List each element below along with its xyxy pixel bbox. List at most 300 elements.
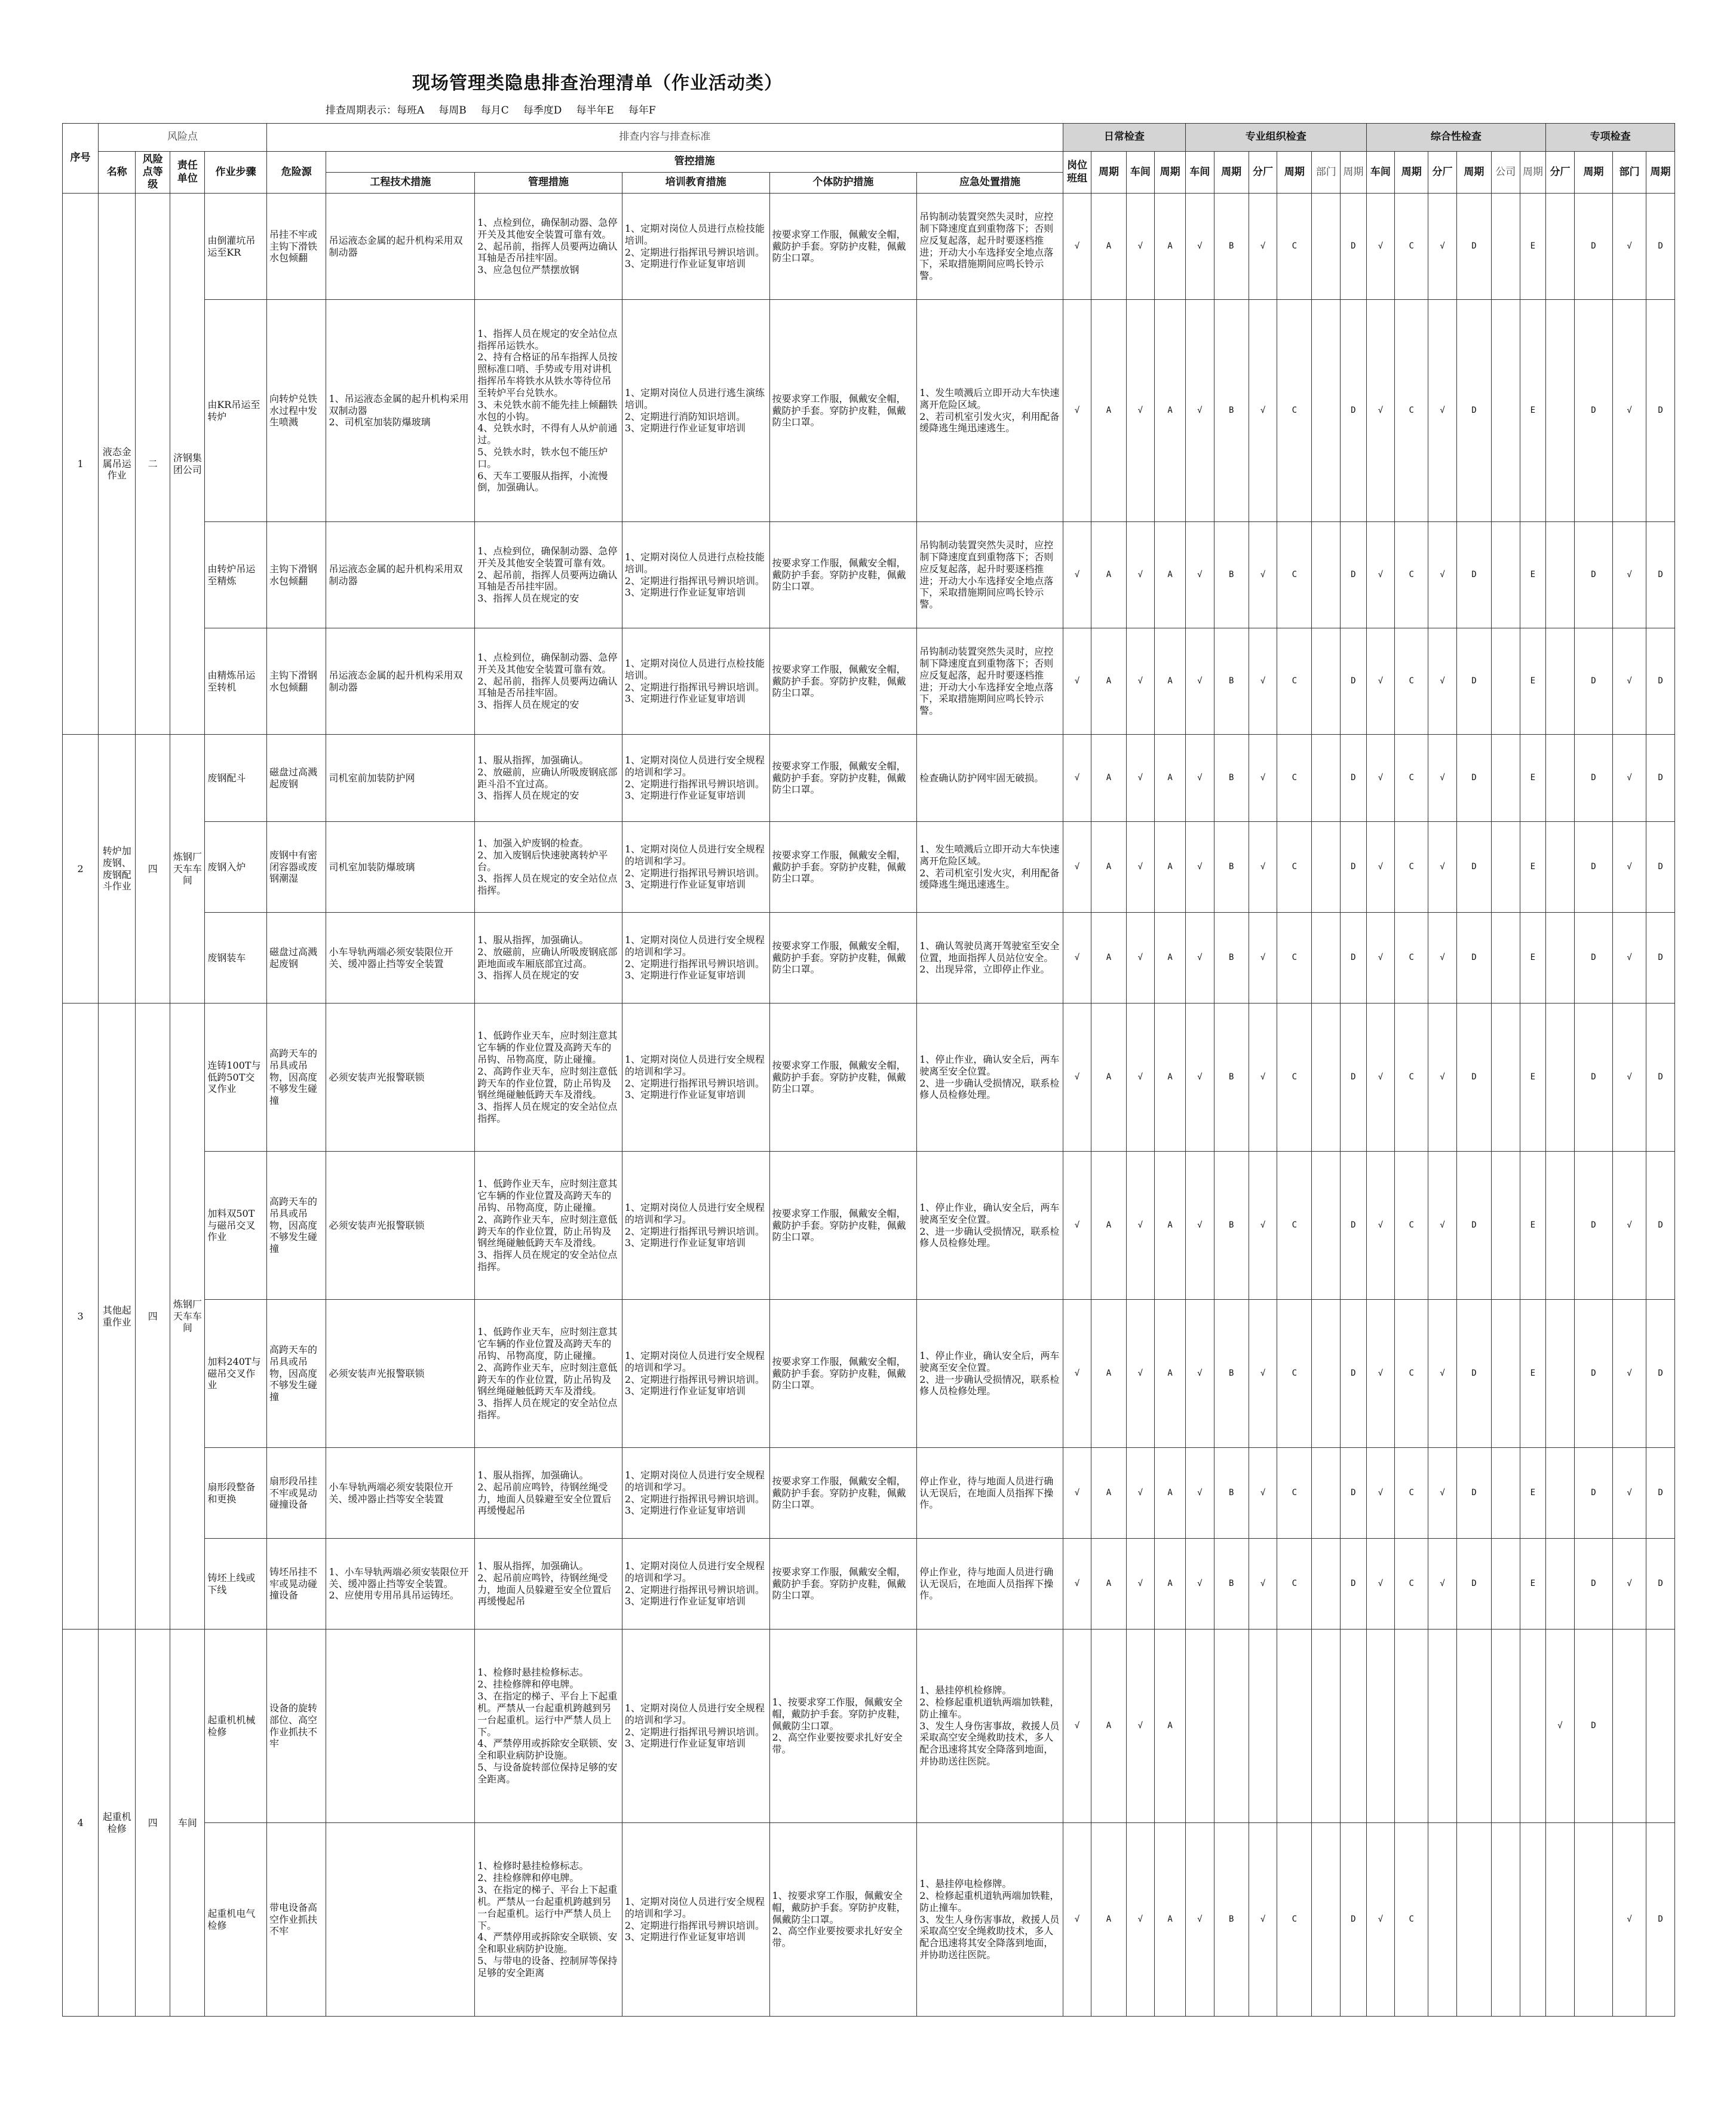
cycle-mark: A xyxy=(1155,822,1186,913)
check-mark: √ xyxy=(1613,522,1646,628)
header-comprehensive-check: 综合性检查 xyxy=(1366,124,1546,152)
empty-cell xyxy=(1546,822,1575,913)
check-mark: √ xyxy=(1249,522,1277,628)
cycle-mark: D xyxy=(1646,1539,1675,1630)
cycle-mark: A xyxy=(1091,1152,1126,1300)
cycle-mark: D xyxy=(1456,522,1491,628)
check-mark: √ xyxy=(1126,628,1155,735)
emergency-measure-cell: 1、发生喷溅后立即开动大车快速离开危险区域。 2、若司机室引发火灾，利用配备缓降逃生绳迅速逃生。 xyxy=(917,300,1063,522)
cycle-mark: D xyxy=(1574,1300,1612,1448)
header-hazard: 危险源 xyxy=(266,152,326,194)
step-cell: 连铸100T与低跨50T交叉作业 xyxy=(205,1004,267,1152)
table-row xyxy=(63,300,1675,522)
cycle-mark: D xyxy=(1574,628,1612,735)
group-unit: 车间 xyxy=(170,1630,205,2017)
ppe-measure-cell: 按要求穿工作服，佩戴安全帽，戴防护手套。穿防护皮鞋，佩戴防尘口罩。 xyxy=(769,1539,917,1630)
emergency-measure-cell: 停止作业，待与地面人员进行确认无误后，在地面人员指挥下操作。 xyxy=(917,1448,1063,1539)
ppe-measure-cell: 按要求穿工作服，佩戴安全帽，戴防护手套。穿防护皮鞋，佩戴防尘口罩。 xyxy=(769,913,917,1004)
cycle-mark: B xyxy=(1214,628,1249,735)
cycle-mark: E xyxy=(1520,822,1546,913)
cycle-prefix: 排查周期表示： xyxy=(326,105,397,116)
cycle-mark: C xyxy=(1395,1448,1428,1539)
check-mark: √ xyxy=(1428,300,1457,522)
cycle-mark: C xyxy=(1277,1448,1312,1539)
cycle-mark: C xyxy=(1277,522,1312,628)
group-seq: 2 xyxy=(63,735,99,1004)
check-mark: √ xyxy=(1063,913,1091,1004)
check-mark: √ xyxy=(1063,1300,1091,1448)
cycle-mark: A xyxy=(1091,628,1126,735)
hazard-cell: 废钢中有密闭容器或废钢潮湿 xyxy=(266,822,326,913)
group-level: 四 xyxy=(136,735,170,1004)
cycle-mark: A xyxy=(1155,1004,1186,1152)
cycle-mark: B xyxy=(1214,822,1249,913)
check-mark: √ xyxy=(1063,1630,1091,1823)
cycle-mark: B xyxy=(1214,194,1249,300)
empty-cell xyxy=(1546,913,1575,1004)
check-mark: √ xyxy=(1063,522,1091,628)
training-measure-cell: 1、定期对岗位人员进行安全规程的培训和学习。 2、定期进行指挥讯号辨识培训。 3、定期进行作业证复审培训 xyxy=(622,735,769,822)
check-mark: √ xyxy=(1126,1152,1155,1300)
training-measure-cell: 1、定期对岗位人员进行点检技能培训。 2、定期进行指挥讯号辨识培训。 3、定期进行作业证复审培训 xyxy=(622,522,769,628)
check-mark: √ xyxy=(1186,822,1214,913)
cycle-mark: D xyxy=(1646,1152,1675,1300)
cycle-mark: B xyxy=(1214,1823,1249,2017)
check-mark: √ xyxy=(1063,1539,1091,1630)
table-row xyxy=(63,522,1675,628)
header-post: 岗位班组 xyxy=(1063,152,1091,194)
check-mark: √ xyxy=(1428,628,1457,735)
cycle-mark: A xyxy=(1091,522,1126,628)
header-period: 周期 xyxy=(1520,152,1546,194)
header-period: 周期 xyxy=(1277,152,1312,194)
group-unit: 济钢集团公司 xyxy=(170,194,205,735)
hazard-checklist-table xyxy=(62,123,1675,2017)
header-special-check: 专项检查 xyxy=(1546,124,1675,152)
check-mark: √ xyxy=(1126,194,1155,300)
check-mark: √ xyxy=(1186,1004,1214,1152)
training-measure-cell: 1、定期对岗位人员进行安全规程的培训和学习。 2、定期进行指挥讯号辨识培训。 3、定期进行作业证复审培训 xyxy=(622,1630,769,1823)
cycle-mark: A xyxy=(1155,735,1186,822)
empty-cell xyxy=(1520,1823,1546,2017)
group-name: 其他起重作业 xyxy=(99,1004,136,1630)
cycle-mark: D xyxy=(1646,913,1675,1004)
cycle-mark: D xyxy=(1574,1152,1612,1300)
check-mark: √ xyxy=(1613,735,1646,822)
cycle-mark: A xyxy=(1091,735,1126,822)
cycle-mark: A xyxy=(1091,1448,1126,1539)
check-mark: √ xyxy=(1063,1823,1091,2017)
cycle-mark: A xyxy=(1091,1300,1126,1448)
cycle-mark: C xyxy=(1277,194,1312,300)
check-mark: √ xyxy=(1366,1300,1395,1448)
check-mark: √ xyxy=(1186,194,1214,300)
cycle-mark: A xyxy=(1091,1823,1126,2017)
ppe-measure-cell: 按要求穿工作服，佩戴安全帽，戴防护手套。穿防护皮鞋，佩戴防尘口罩。 xyxy=(769,822,917,913)
table-row xyxy=(63,628,1675,735)
cycle-mark: D xyxy=(1341,194,1367,300)
check-mark: √ xyxy=(1366,1539,1395,1630)
cycle-mark: D xyxy=(1646,822,1675,913)
empty-cell xyxy=(1546,194,1575,300)
group-unit: 炼钢厂天车车间 xyxy=(170,1004,205,1630)
header-seq: 序号 xyxy=(63,124,99,194)
check-mark: √ xyxy=(1186,1448,1214,1539)
hazard-cell: 铸坯吊挂不牢或晃动碰撞设备 xyxy=(266,1539,326,1630)
empty-cell xyxy=(1312,522,1341,628)
empty-cell xyxy=(1546,300,1575,522)
cycle-mark: E xyxy=(1520,1448,1546,1539)
empty-cell xyxy=(1491,1152,1520,1300)
training-measure-cell: 1、定期对岗位人员进行安全规程的培训和学习。 2、定期进行指挥讯号辨识培训。 3、定期进行作业证复审培训 xyxy=(622,1004,769,1152)
mgmt-measure-cell: 1、服从指挥，加强确认。 2、放磁前，应确认所吸废钢底部距斗沿不宜过高。 3、指挥人员在规定的安 xyxy=(475,735,622,822)
check-mark: √ xyxy=(1126,522,1155,628)
cycle-mark: A xyxy=(1155,522,1186,628)
cycle-mark: C xyxy=(1395,1823,1428,2017)
eng-measure-cell: 1、吊运液态金属的起升机构采用双制动器 2、司机室加装防爆玻璃 xyxy=(326,300,475,522)
group-unit: 炼钢厂天车车间 xyxy=(170,735,205,1004)
step-cell: 废钢配斗 xyxy=(205,735,267,822)
header-eng: 工程技术措施 xyxy=(326,173,475,194)
cycle-mark: D xyxy=(1646,1004,1675,1152)
cycle-mark: D xyxy=(1341,913,1367,1004)
empty-cell xyxy=(1546,1004,1575,1152)
cycle-mark: D xyxy=(1574,822,1612,913)
cycle-mark: D xyxy=(1574,1448,1612,1539)
table-row xyxy=(63,1630,1675,1823)
training-measure-cell: 1、定期对岗位人员进行安全规程的培训和学习。 2、定期进行指挥讯号辨识培训。 3、定期进行作业证复审培训 xyxy=(622,1152,769,1300)
check-mark: √ xyxy=(1126,1823,1155,2017)
eng-measure-cell xyxy=(326,1823,475,2017)
eng-measure-cell: 小车导轨两端必须安装限位开关、缓冲器止挡等安全装置 xyxy=(326,1448,475,1539)
cycle-mark: D xyxy=(1456,735,1491,822)
step-cell: 起重机机械检修 xyxy=(205,1630,267,1823)
cycle-item: 每班A xyxy=(397,105,425,116)
hazard-cell: 带电设备高空作业抓扶不牢 xyxy=(266,1823,326,2017)
cycle-mark: C xyxy=(1277,1539,1312,1630)
check-mark: √ xyxy=(1428,1300,1457,1448)
empty-cell xyxy=(1312,1300,1341,1448)
cycle-mark: C xyxy=(1395,194,1428,300)
cycle-mark: C xyxy=(1277,1004,1312,1152)
check-mark: √ xyxy=(1613,1152,1646,1300)
cycle-mark: C xyxy=(1395,822,1428,913)
cycle-mark: D xyxy=(1456,1300,1491,1448)
step-cell: 起重机电气检修 xyxy=(205,1823,267,2017)
cycle-mark: A xyxy=(1155,300,1186,522)
empty-cell xyxy=(1520,1630,1546,1823)
check-mark: √ xyxy=(1126,1004,1155,1152)
check-mark: √ xyxy=(1249,1300,1277,1448)
empty-cell xyxy=(1491,1630,1520,1823)
cycle-mark: C xyxy=(1277,913,1312,1004)
cycle-mark: D xyxy=(1456,1448,1491,1539)
step-cell: 由转炉吊运至精炼 xyxy=(205,522,267,628)
cycle-mark: D xyxy=(1646,1823,1675,2017)
table-row xyxy=(63,194,1675,300)
emergency-measure-cell: 吊钩制动装置突然失灵时，应控制下降速度直到重物落下；否则应反复起落，起升时要逐档推进；开动大小车选择安全地点落下，采取措施期间应鸣长铃示警。 xyxy=(917,522,1063,628)
cycle-mark: E xyxy=(1520,522,1546,628)
check-mark: √ xyxy=(1249,1004,1277,1152)
training-measure-cell: 1、定期对岗位人员进行安全规程的培训和学习。 2、定期进行指挥讯号辨识培训。 3、定期进行作业证复审培训 xyxy=(622,1300,769,1448)
training-measure-cell: 1、定期对岗位人员进行安全规程的培训和学习。 2、定期进行指挥讯号辨识培训。 3、定期进行作业证复审培训 xyxy=(622,1448,769,1539)
check-mark: √ xyxy=(1613,194,1646,300)
check-mark: √ xyxy=(1249,628,1277,735)
mgmt-measure-cell: 1、指挥人员在规定的安全站位点指挥吊运铁水。 2、持有合格证的吊车指挥人员按照标准口哨、手势或专用对讲机指挥吊车将铁水从铁水等待位吊至转炉平台兑铁水。 3、未兑铁水前不能先挂上倾翻铁水包的小钩。 4、兑铁水时，不得有人从炉前通过。 5、兑铁水时，铁水包不能压炉口。 6、天车工要服从指挥，小流慢倒，加强确认。 xyxy=(475,300,622,522)
cycle-item: 每半年E xyxy=(576,105,614,116)
empty-cell xyxy=(1546,1300,1575,1448)
cycle-mark: A xyxy=(1091,1004,1126,1152)
cycle-mark: E xyxy=(1520,913,1546,1004)
check-mark: √ xyxy=(1428,1448,1457,1539)
training-measure-cell: 1、定期对岗位人员进行安全规程的培训和学习。 2、定期进行指挥讯号辨识培训。 3、定期进行作业证复审培训 xyxy=(622,913,769,1004)
empty-cell xyxy=(1491,1300,1520,1448)
cycle-mark: E xyxy=(1520,194,1546,300)
empty-cell xyxy=(1341,1630,1367,1823)
cycle-mark: D xyxy=(1456,1004,1491,1152)
cycle-mark: C xyxy=(1395,1539,1428,1630)
eng-measure-cell: 1、小车导轨两端必须安装限位开关、缓冲器止挡等安全装置。 2、应使用专用吊具吊运铸坯。 xyxy=(326,1539,475,1630)
cycle-mark: C xyxy=(1395,300,1428,522)
check-mark: √ xyxy=(1126,913,1155,1004)
cycle-mark: D xyxy=(1646,522,1675,628)
hazard-cell: 设备的旋转部位、高空作业抓扶不牢 xyxy=(266,1630,326,1823)
check-mark: √ xyxy=(1186,1300,1214,1448)
table-row xyxy=(63,1300,1675,1448)
step-cell: 加料240T与磁吊交叉作业 xyxy=(205,1300,267,1448)
group-name: 起重机检修 xyxy=(99,1630,136,2017)
empty-cell xyxy=(1491,1539,1520,1630)
cycle-mark: B xyxy=(1214,1004,1249,1152)
cycle-mark: D xyxy=(1456,628,1491,735)
empty-cell xyxy=(1546,628,1575,735)
hazard-cell: 主钩下滑钢水包倾翻 xyxy=(266,628,326,735)
check-mark: √ xyxy=(1186,913,1214,1004)
eng-measure-cell: 吊运液态金属的起升机构采用双制动器 xyxy=(326,194,475,300)
check-mark: √ xyxy=(1366,735,1395,822)
check-mark: √ xyxy=(1186,735,1214,822)
cycle-mark: B xyxy=(1214,1448,1249,1539)
empty-cell xyxy=(1312,194,1341,300)
check-mark: √ xyxy=(1063,1004,1091,1152)
header-company: 公司 xyxy=(1491,152,1520,194)
header-period: 周期 xyxy=(1341,152,1367,194)
cycle-mark: D xyxy=(1341,628,1367,735)
empty-cell xyxy=(1366,1630,1395,1823)
empty-cell xyxy=(1491,300,1520,522)
mgmt-measure-cell: 1、低跨作业天车，应时刻注意其它车辆的作业位置及高跨天车的吊钩、吊物高度，防止碰撞。 2、高跨作业天车，应时刻注意低跨天车的作业位置，防止吊钩及钢丝绳碰触低跨天车及滑线。 3、指挥人员在规定的安全站位点指挥。 xyxy=(475,1004,622,1152)
hazard-cell: 吊挂不牢或主钩下滑铁水包倾翻 xyxy=(266,194,326,300)
check-mark: √ xyxy=(1613,1004,1646,1152)
header-workshop: 车间 xyxy=(1126,152,1155,194)
cycle-mark: D xyxy=(1341,1152,1367,1300)
step-cell: 扇形段整备和更换 xyxy=(205,1448,267,1539)
cycle-mark: A xyxy=(1091,822,1126,913)
hazard-cell: 主钩下滑钢水包倾翻 xyxy=(266,522,326,628)
step-cell: 废钢装车 xyxy=(205,913,267,1004)
mgmt-measure-cell: 1、点检到位，确保制动器、急停开关及其他安全装置可靠有效。 2、起吊前，指挥人员要两边确认耳轴是否吊挂牢固。 3、应急包位严禁摆放钢 xyxy=(475,194,622,300)
mgmt-measure-cell: 1、检修时悬挂检修标志。 2、挂检修牌和停电牌。 3、在指定的梯子、平台上下起重机。严禁从一台起重机跨越到另一台起重机。运行中严禁人员上下。 4、严禁停用或拆除安全联锁、安全和职业病防护设施。 5、与设备旋转部位保持足够的安全距离。 xyxy=(475,1630,622,1823)
cycle-mark: E xyxy=(1520,1300,1546,1448)
cycle-mark: B xyxy=(1214,913,1249,1004)
header-risk-point: 风险点 xyxy=(99,124,267,152)
cycle-mark: A xyxy=(1155,1539,1186,1630)
cycle-mark: C xyxy=(1395,1152,1428,1300)
ppe-measure-cell: 按要求穿工作服，佩戴安全帽，戴防护手套。穿防护皮鞋，佩戴防尘口罩。 xyxy=(769,194,917,300)
empty-cell xyxy=(1312,1004,1341,1152)
header-department: 部门 xyxy=(1613,152,1646,194)
cycle-mark: D xyxy=(1646,194,1675,300)
cycle-mark: A xyxy=(1091,913,1126,1004)
cycle-mark: C xyxy=(1277,300,1312,522)
empty-cell xyxy=(1312,1823,1341,2017)
check-mark: √ xyxy=(1428,913,1457,1004)
group-seq: 4 xyxy=(63,1630,99,2017)
cycle-mark: D xyxy=(1574,1539,1612,1630)
cycle-mark: D xyxy=(1646,735,1675,822)
emergency-measure-cell: 检查确认防护网牢固无破损。 xyxy=(917,735,1063,822)
ppe-measure-cell: 按要求穿工作服，佩戴安全帽，戴防护手套。穿防护皮鞋，佩戴防尘口罩。 xyxy=(769,1152,917,1300)
mgmt-measure-cell: 1、点检到位，确保制动器、急停开关及其他安全装置可靠有效。 2、起吊前，指挥人员要两边确认耳轴是否吊挂牢固。 3、指挥人员在规定的安 xyxy=(475,628,622,735)
mgmt-measure-cell: 1、低跨作业天车，应时刻注意其它车辆的作业位置及高跨天车的吊钩、吊物高度，防止碰撞。 2、高跨作业天车，应时刻注意低跨天车的作业位置，防止吊钩及钢丝绳碰触低跨天车及滑线。 3、指挥人员在规定的安全站位点指挥。 xyxy=(475,1152,622,1300)
ppe-measure-cell: 按要求穿工作服，佩戴安全帽，戴防护手套。穿防护皮鞋，佩戴防尘口罩。 xyxy=(769,1448,917,1539)
empty-cell xyxy=(1456,1630,1491,1823)
cycle-mark: D xyxy=(1456,1152,1491,1300)
header-ppe: 个体防护措施 xyxy=(769,173,917,194)
eng-measure-cell: 吊运液态金属的起升机构采用双制动器 xyxy=(326,522,475,628)
check-mark: √ xyxy=(1186,522,1214,628)
empty-cell xyxy=(1312,1448,1341,1539)
empty-cell xyxy=(1546,522,1575,628)
cycle-mark: D xyxy=(1341,522,1367,628)
cycle-mark: B xyxy=(1214,522,1249,628)
cycle-mark: D xyxy=(1341,822,1367,913)
check-mark: √ xyxy=(1249,1539,1277,1630)
empty-cell xyxy=(1312,1630,1341,1823)
training-measure-cell: 1、定期对岗位人员进行点检技能培训。 2、定期进行指挥讯号辨识培训。 3、定期进行作业证复审培训 xyxy=(622,628,769,735)
check-mark: √ xyxy=(1186,1823,1214,2017)
emergency-measure-cell: 1、确认驾驶员离开驾驶室至安全位置，地面指挥人员站位安全。 2、出现异常，立即停止作业。 xyxy=(917,913,1063,1004)
check-mark: √ xyxy=(1249,1823,1277,2017)
empty-cell xyxy=(1312,1539,1341,1630)
cycle-mark: D xyxy=(1341,1004,1367,1152)
cycle-mark: D xyxy=(1341,300,1367,522)
empty-cell xyxy=(1574,1823,1612,2017)
emergency-measure-cell: 1、悬挂停电检修牌。 2、检修起重机道轨两端加铁鞋，防止撞车。 3、发生人身伤害事故，救援人员采取高空安全绳救助技术，多人配合迅速将其安全降落到地面，并协助送往医院。 xyxy=(917,1823,1063,2017)
check-mark: √ xyxy=(1186,1539,1214,1630)
cycle-mark: C xyxy=(1395,522,1428,628)
empty-cell xyxy=(1491,522,1520,628)
group-name: 转炉加废钢、废钢配斗作业 xyxy=(99,735,136,1004)
check-mark: √ xyxy=(1186,1152,1214,1300)
emergency-measure-cell: 1、停止作业，确认安全后，两车驶离至安全位置。 2、进一步确认受损情况，联系检修人员检修处理。 xyxy=(917,1152,1063,1300)
header-mgmt: 管理措施 xyxy=(475,173,622,194)
empty-cell xyxy=(1491,1823,1520,2017)
cycle-mark: C xyxy=(1395,1300,1428,1448)
header-branch: 分厂 xyxy=(1428,152,1457,194)
header-department: 部门 xyxy=(1312,152,1341,194)
hazard-cell: 扇形段吊挂不牢或晃动碰撞设备 xyxy=(266,1448,326,1539)
check-mark: √ xyxy=(1063,628,1091,735)
table-row xyxy=(63,822,1675,913)
header-period: 周期 xyxy=(1214,152,1249,194)
check-mark: √ xyxy=(1428,1539,1457,1630)
group-level: 二 xyxy=(136,194,170,735)
cycle-mark: D xyxy=(1341,735,1367,822)
check-mark: √ xyxy=(1366,1152,1395,1300)
step-cell: 由倒灌坑吊运至KR xyxy=(205,194,267,300)
cycle-mark: E xyxy=(1520,628,1546,735)
training-measure-cell: 1、定期对岗位人员进行逃生演练培训。 2、定期进行消防知识培训。 3、定期进行作业证复审培训 xyxy=(622,300,769,522)
ppe-measure-cell: 按要求穿工作服，佩戴安全帽，戴防护手套。穿防护皮鞋，佩戴防尘口罩。 xyxy=(769,628,917,735)
check-mark: √ xyxy=(1126,1300,1155,1448)
cycle-item: 每周B xyxy=(438,105,467,116)
cycle-mark: B xyxy=(1214,1539,1249,1630)
empty-cell xyxy=(1646,1630,1675,1823)
header-period: 周期 xyxy=(1395,152,1428,194)
ppe-measure-cell: 按要求穿工作服，佩戴安全帽，戴防护手套。穿防护皮鞋，佩戴防尘口罩。 xyxy=(769,735,917,822)
empty-cell xyxy=(1491,1448,1520,1539)
cycle-item: 每月C xyxy=(480,105,509,116)
check-mark: √ xyxy=(1063,735,1091,822)
group-level: 四 xyxy=(136,1004,170,1630)
cycle-item: 每年F xyxy=(628,105,656,116)
check-mark: √ xyxy=(1366,1004,1395,1152)
hazard-cell: 高跨天车的吊具或吊物，因高度不够发生碰撞 xyxy=(266,1152,326,1300)
empty-cell xyxy=(1491,735,1520,822)
check-mark: √ xyxy=(1063,300,1091,522)
check-mark: √ xyxy=(1249,735,1277,822)
hazard-cell: 向转炉兑铁水过程中发生喷溅 xyxy=(266,300,326,522)
ppe-measure-cell: 按要求穿工作服，佩戴安全帽，戴防护手套。穿防护皮鞋，佩戴防尘口罩。 xyxy=(769,1300,917,1448)
mgmt-measure-cell: 1、检修时悬挂检修标志。 2、挂检修牌和停电牌。 3、在指定的梯子、平台上下起重机。严禁从一台起重机跨越到另一台起重机。运行中严禁人员上下。 4、严禁停用或拆除安全联锁、安全和职业病防护设施。 5、与带电的设备、控制屏等保持足够的安全距离 xyxy=(475,1823,622,2017)
check-mark: √ xyxy=(1613,1448,1646,1539)
inspection-cycle-legend xyxy=(326,102,670,116)
empty-cell xyxy=(1214,1630,1249,1823)
cycle-mark: D xyxy=(1456,822,1491,913)
table-header xyxy=(63,124,1675,194)
emergency-measure-cell: 停止作业，待与地面人员进行确认无误后，在地面人员指挥下操作。 xyxy=(917,1539,1063,1630)
table-row xyxy=(63,1152,1675,1300)
check-mark: √ xyxy=(1428,822,1457,913)
hazard-cell: 高跨天车的吊具或吊物，因高度不够发生碰撞 xyxy=(266,1004,326,1152)
cycle-mark: D xyxy=(1574,735,1612,822)
emergency-measure-cell: 吊钩制动装置突然失灵时，应控制下降速度直到重物落下；否则应反复起落，起升时要逐档推进；开动大小车选择安全地点落下，采取措施期间应鸣长铃示警。 xyxy=(917,628,1063,735)
group-level: 四 xyxy=(136,1630,170,2017)
check-mark: √ xyxy=(1366,522,1395,628)
cycle-mark: C xyxy=(1395,1004,1428,1152)
cycle-mark: E xyxy=(1520,735,1546,822)
empty-cell xyxy=(1456,1823,1491,2017)
step-cell: 铸坯上线或下线 xyxy=(205,1539,267,1630)
cycle-mark: A xyxy=(1155,628,1186,735)
cycle-mark: D xyxy=(1456,913,1491,1004)
step-cell: 加料双50T与磁吊交叉作业 xyxy=(205,1152,267,1300)
header-name: 名称 xyxy=(99,152,136,194)
check-mark: √ xyxy=(1366,913,1395,1004)
emergency-measure-cell: 1、停止作业，确认安全后，两车驶离至安全位置。 2、进一步确认受损情况，联系检修人员检修处理。 xyxy=(917,1300,1063,1448)
mgmt-measure-cell: 1、低跨作业天车，应时刻注意其它车辆的作业位置及高跨天车的吊钩、吊物高度，防止碰撞。 2、高跨作业天车，应时刻注意低跨天车的作业位置，防止吊钩及钢丝绳碰触低跨天车及滑线。 3、指挥人员在规定的安全站位点指挥。 xyxy=(475,1300,622,1448)
cycle-mark: C xyxy=(1277,1823,1312,2017)
cycle-mark: D xyxy=(1574,1630,1612,1823)
empty-cell xyxy=(1546,1823,1575,2017)
cycle-mark: D xyxy=(1574,194,1612,300)
page-title: 现场管理类隐患排查治理清单（作业活动类） xyxy=(412,73,783,94)
eng-measure-cell: 必须安装声光报警联锁 xyxy=(326,1004,475,1152)
check-mark: √ xyxy=(1249,913,1277,1004)
check-mark: √ xyxy=(1613,1823,1646,2017)
check-mark: √ xyxy=(1428,522,1457,628)
